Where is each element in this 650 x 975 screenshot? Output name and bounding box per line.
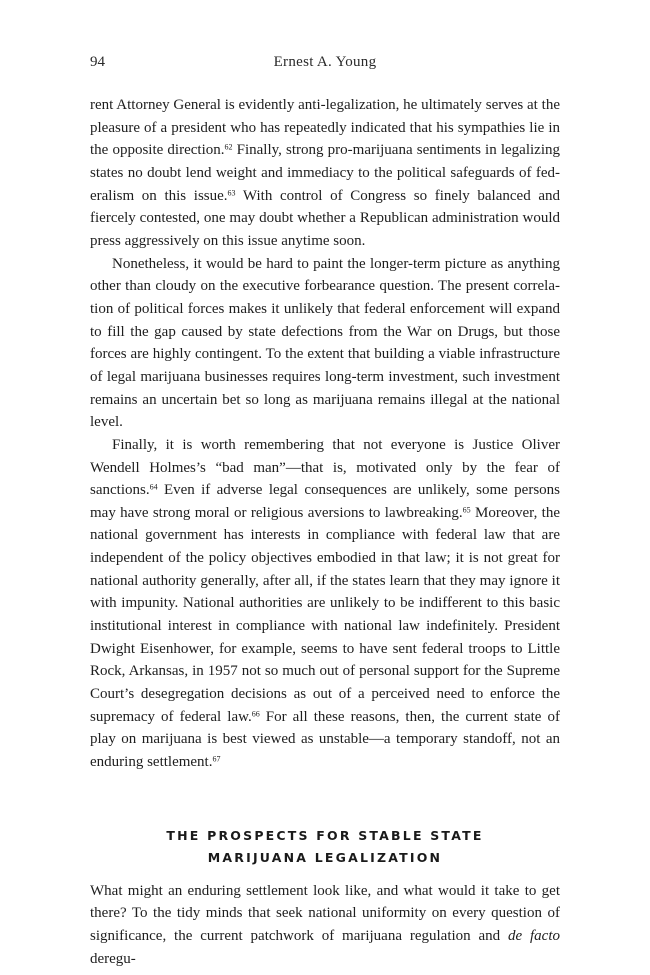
- italic-term: de facto: [508, 928, 560, 944]
- paragraph: What might an enduring settlement look like, and what would it take to get there? To the tidy minds that seek national uniformity on every question of significance, the current patchwork of marijuana regulation and de facto deregu-: [90, 882, 560, 967]
- running-head-title: Ernest A. Young: [273, 54, 377, 70]
- section-heading: [90, 825, 560, 869]
- running-head: [90, 54, 560, 76]
- section-heading-line-1: THE PROSPECTS FOR STABLE STATE: [166, 827, 484, 843]
- page-number: 94: [90, 54, 105, 70]
- footnote-marker: 63: [227, 188, 236, 198]
- body-text: [90, 94, 560, 970]
- footnote-marker: 67: [212, 754, 221, 764]
- paragraph: Nonetheless, it would be hard to paint the longer-term picture as anything other than cloudy on the executive forbearance question. The present correlation of political forces makes it unlikely that federal enforcement will expand to fill the gap caused by state defections from the War on Drugs, but those forces are highly contingent. To the extent that building a viable infrastructure of legal marijuana businesses requires long-term investment, such investment remains an uncertain bet so long as marijuana remains illegal at the national level.: [90, 255, 560, 431]
- footnote-marker: 65: [462, 505, 471, 515]
- paragraph: Finally, it is worth remembering that not everyone is Justice Oliver Wendell Holmes’s “bad man”—that is, motivated only by the fear of sanctions.$^{64}$ Even if adverse legal consequences are unlikely, some persons may have strong moral or religious aversions to lawbreaking.$^{65}$ Moreover, the national government has interests in compliance with federal law that are independent of the policy objectives embodied in that law; it is not great for national authority generally, after all, if the states learn that they may ignore it with impunity. National authorities are unlikely to be indifferent to this basic institutional interest in compliance with national law indefinitely. President Dwight Eisenhower, for example, seems to have sent federal troops to Little Rock, Arkansas, in 1957 not so much out of personal support for the Supreme Court’s desegregation decisions as out of a perceived need to enforce the supremacy of federal law.$^{66}$ For all these reasons, then, the current state of play on marijuana is best viewed as unstable—a temporary standoff, not an enduring settlement.$^{67}$: [90, 436, 560, 771]
- footnote-marker: 66: [251, 709, 260, 719]
- paragraph: rent Attorney General is evidently anti-legalization, he ultimately serves at the pleasure of a president who has repeatedly indicated that his sympathies lie in the opposite direction.$^{62}$ Finally, strong pro-marijuana sentiments in legalizing states no doubt lend weight and immediacy to the political safeguards of federalism on this issue.$^{63}$ With control of Congress so finely balanced and fiercely contested, one may doubt whether a Republican administration would press aggressively on this issue anytime soon.: [90, 97, 561, 249]
- footnote-marker: 64: [149, 482, 158, 492]
- footnote-marker: 62: [224, 142, 233, 152]
- paragraph-list: [90, 94, 560, 774]
- section-heading-line-2: MARIJUANA LEGALIZATION: [207, 849, 443, 865]
